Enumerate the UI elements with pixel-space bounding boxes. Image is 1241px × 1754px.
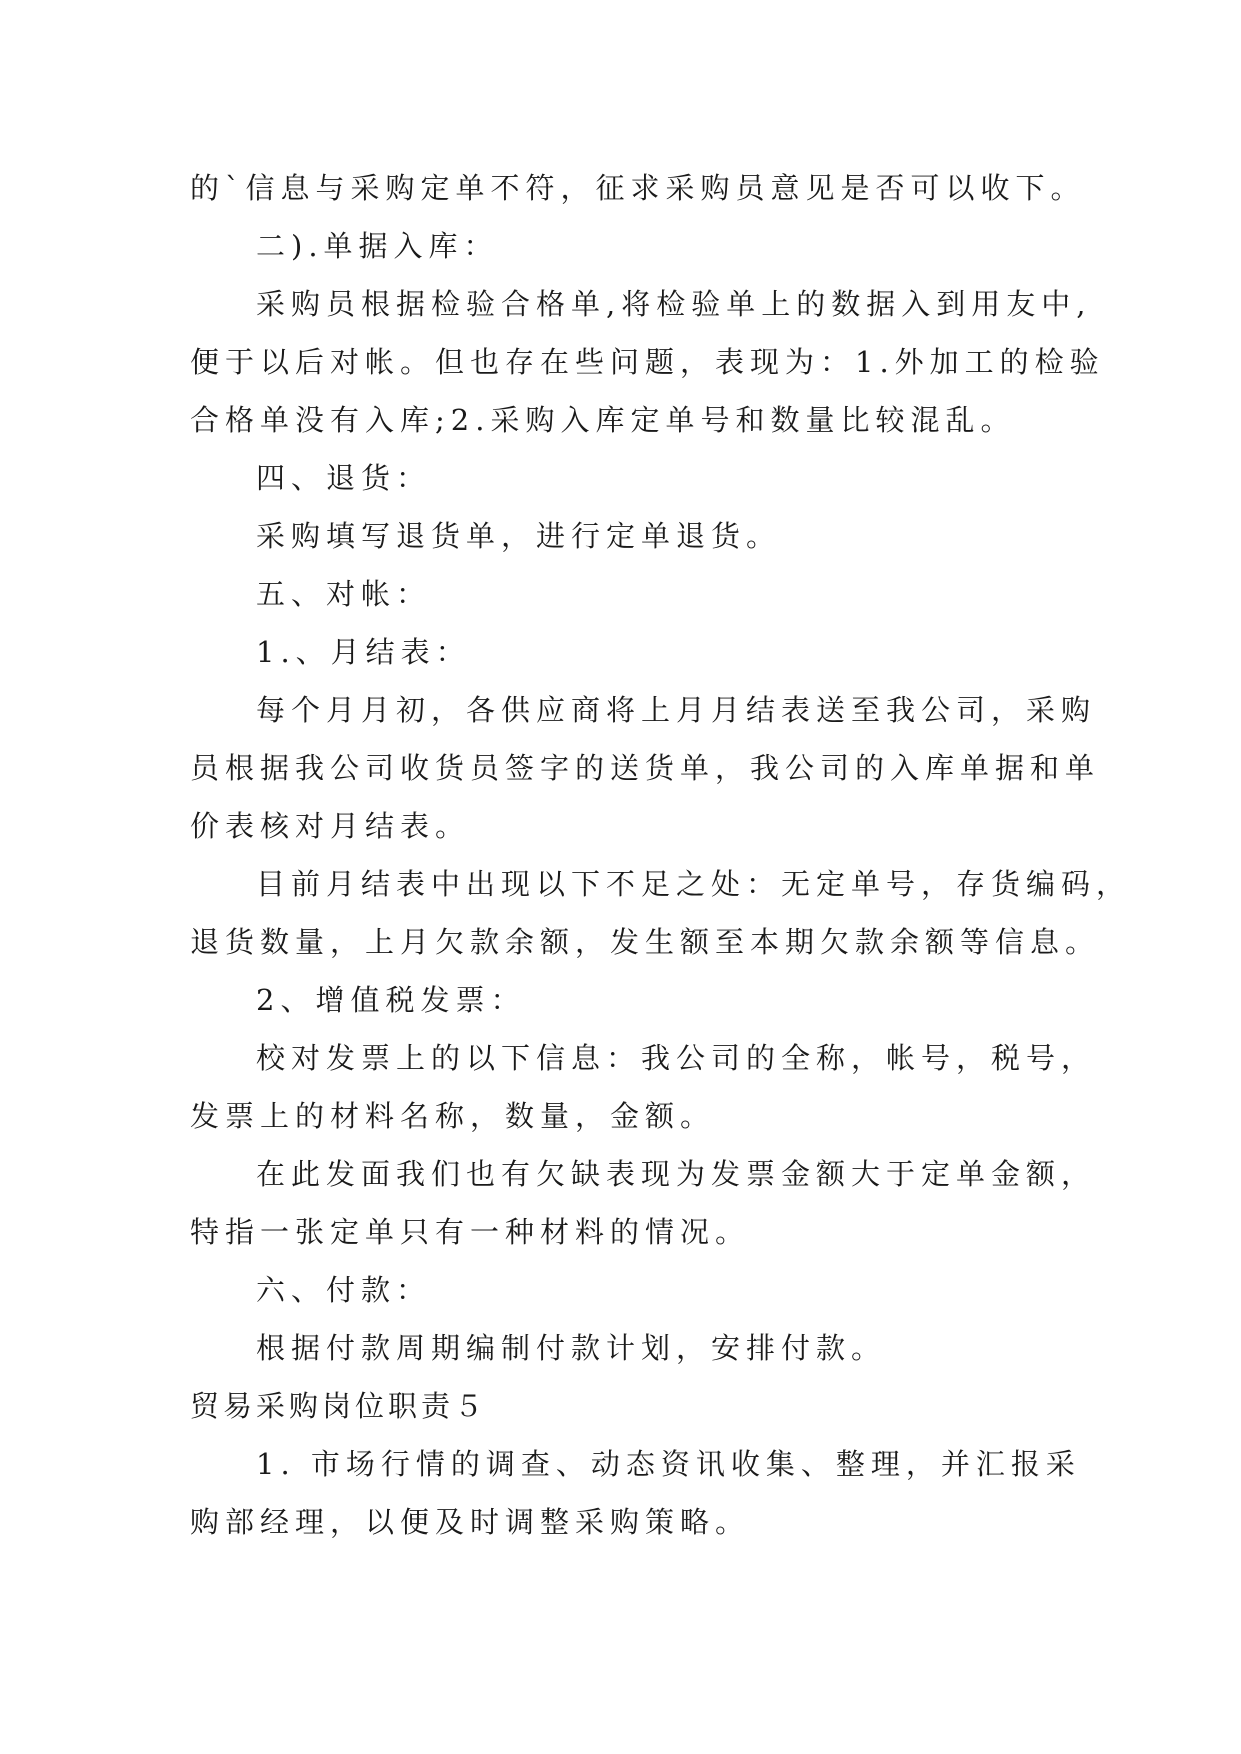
paragraph-line: 合格单没有入库;2.采购入库定单号和数量比较混乱。 xyxy=(190,403,1016,437)
paragraph-line: 员根据我公司收货员签字的送货单，我公司的入库单据和单 xyxy=(190,751,1101,785)
paragraph-line: 退货数量，上月欠款余额，发生额至本期欠款余额等信息。 xyxy=(190,925,1101,959)
subsection-heading: 2、增值税发票： xyxy=(256,983,526,1017)
list-item: 1. 市场行情的调查、动态资讯收集、整理，并汇报采 xyxy=(256,1447,1081,1481)
subsection-heading: 1.、月结表： xyxy=(256,635,471,669)
paragraph-line: 根据付款周期编制付款计划，安排付款。 xyxy=(256,1331,887,1365)
paragraph-line: 的`信息与采购定单不符，征求采购员意见是否可以收下。 xyxy=(190,171,1086,205)
paragraph-line: 采购员根据检验合格单,将检验单上的数据入到用友中, xyxy=(256,287,1092,321)
paragraph-line: 每个月月初，各供应商将上月月结表送至我公司，采购 xyxy=(256,693,1097,727)
paragraph-line: 发票上的材料名称，数量，金额。 xyxy=(190,1099,716,1133)
paragraph-line: 目前月结表中出现以下不足之处：无定单号，存货编码， xyxy=(256,867,1132,901)
section-heading: 二).单据入库： xyxy=(256,229,499,263)
paragraph-line: 价表核对月结表。 xyxy=(190,809,471,843)
section-heading: 四、退货： xyxy=(256,461,432,495)
paragraph-line: 采购填写退货单，进行定单退货。 xyxy=(256,519,782,553)
paragraph-line: 特指一张定单只有一种材料的情况。 xyxy=(190,1215,751,1249)
paragraph-line: 便于以后对帐。但也存在些问题，表现为：1.外加工的检验 xyxy=(190,345,1105,379)
section-heading: 五、对帐： xyxy=(256,577,432,611)
section-heading: 六、付款： xyxy=(256,1273,432,1307)
paragraph-line: 在此发面我们也有欠缺表现为发票金额大于定单金额， xyxy=(256,1157,1097,1191)
paragraph-line: 校对发票上的以下信息：我公司的全称，帐号，税号， xyxy=(256,1041,1097,1075)
document-heading: 贸易采购岗位职责５ xyxy=(190,1389,488,1423)
paragraph-line: 购部经理，以便及时调整采购策略。 xyxy=(190,1505,751,1539)
